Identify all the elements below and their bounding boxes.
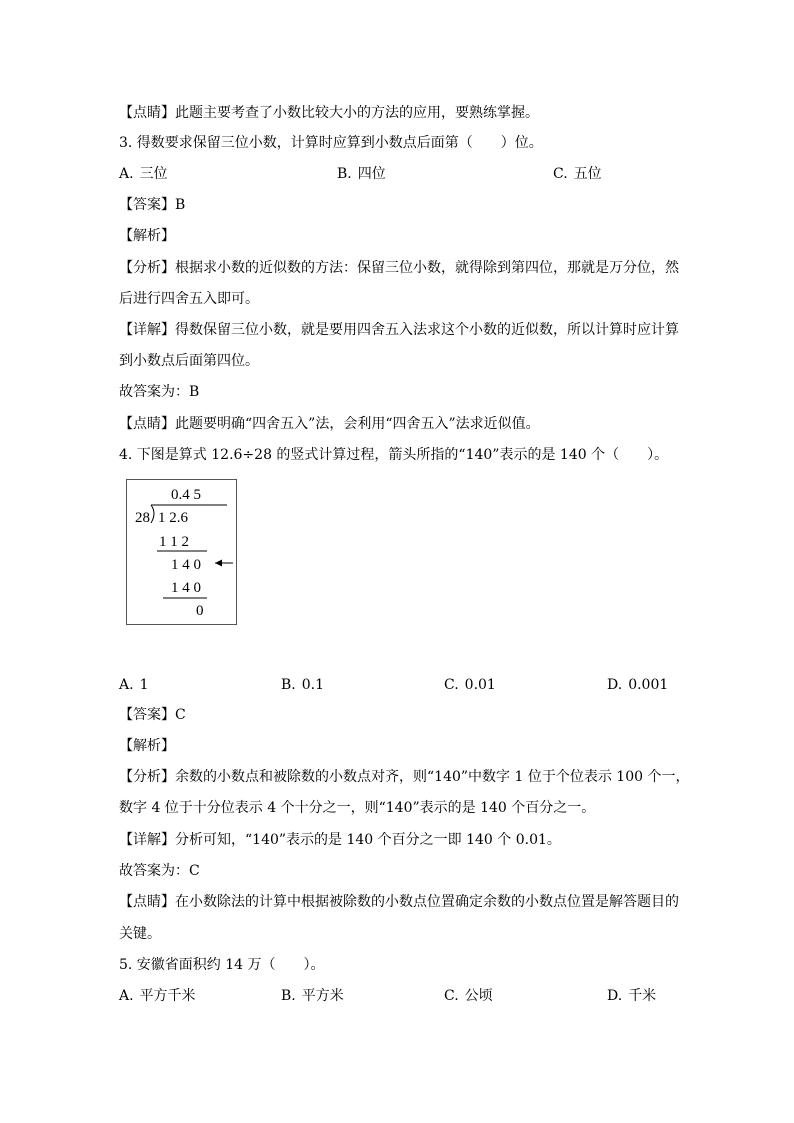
q5-option-a: A. 平方千米: [119, 988, 196, 1004]
q3-analysis-line-1: 【分析】根据求小数的近似数的方法：保留三位小数，就得除到第四位，那就是万分位，然: [119, 260, 679, 276]
q3-option-c: C. 五位: [553, 166, 602, 182]
q3-option-b: B. 四位: [337, 166, 386, 182]
q2-comment: 【点睛】此题主要考查了小数比较大小的方法的应用，要熟练掌握。: [119, 105, 539, 121]
q4-option-a: A. 1: [119, 677, 149, 693]
q3-detail-line-2: 到小数点后面第四位。: [119, 353, 259, 369]
q4-question: 4. 下图是算式 12.6÷28 的竖式计算过程，箭头所指的“140”表示的是 140 个（ ）。: [119, 447, 669, 463]
q4-option-d: D. 0.001: [607, 677, 669, 693]
q3-option-a: A. 三位: [119, 166, 168, 182]
q5-option-b: B. 平方米: [281, 988, 344, 1004]
dividend: 1 2.6: [158, 510, 188, 526]
q4-analysis-line-2: 数字 4 位于十分位表示 4 个十分之一，则“140”表示的是 140 个百分之一。: [119, 800, 596, 816]
q4-option-c: C. 0.01: [444, 677, 496, 693]
q5-question: 5. 安徽省面积约 14 万（ ）。: [119, 957, 325, 973]
q4-analysis-heading: 【解析】: [119, 738, 175, 754]
q4-final-answer: 故答案为：C: [119, 863, 200, 879]
remainder-140: 1 4 0: [171, 557, 201, 573]
q3-question: 3. 得数要求保留三位小数，计算时应算到小数点后面第（ ）位。: [119, 135, 543, 151]
q3-analysis-line-2: 后进行四舍五入即可。: [119, 291, 259, 307]
q4-option-b: B. 0.1: [281, 677, 325, 693]
q4-comment-line-1: 【点睛】在小数除法的计算中根据被除数的小数点位置确定余数的小数点位置是解答题目的: [119, 894, 679, 910]
division-bracket: [151, 505, 154, 523]
final-remainder: 0: [196, 603, 204, 619]
long-division-diagram: [126, 479, 237, 625]
q3-detail-line-1: 【详解】得数保留三位小数，就是要用四舍五入法求这个小数的近似数，所以计算时应计算: [119, 322, 679, 338]
q3-comment: 【点睛】此题要明确“四舍五入”法，会利用“四舍五入”法求近似值。: [119, 416, 540, 432]
q5-option-d: D. 千米: [607, 988, 657, 1004]
q3-final-answer: 故答案为：B: [119, 384, 200, 400]
q4-answer: 【答案】C: [119, 707, 186, 723]
quotient: 0.4 5: [171, 487, 201, 503]
q4-analysis-line-1: 【分析】余数的小数点和被除数的小数点对齐，则“140”中数字 1 位于个位表示 100 个一，: [119, 769, 690, 785]
arrow-icon: [215, 560, 222, 567]
q4-detail: 【详解】分析可知，“140”表示的是 140 个百分之一即 140 个 0.01。: [119, 832, 561, 848]
q5-option-c: C. 公顷: [444, 988, 493, 1004]
subtract-step-1: 1 1 2: [159, 534, 189, 550]
q4-comment-line-2: 关键。: [119, 926, 161, 942]
subtract-step-2: 1 4 0: [171, 580, 201, 596]
q3-answer: 【答案】B: [119, 197, 186, 213]
divisor: 28: [135, 510, 150, 526]
q3-analysis-heading: 【解析】: [119, 228, 175, 244]
